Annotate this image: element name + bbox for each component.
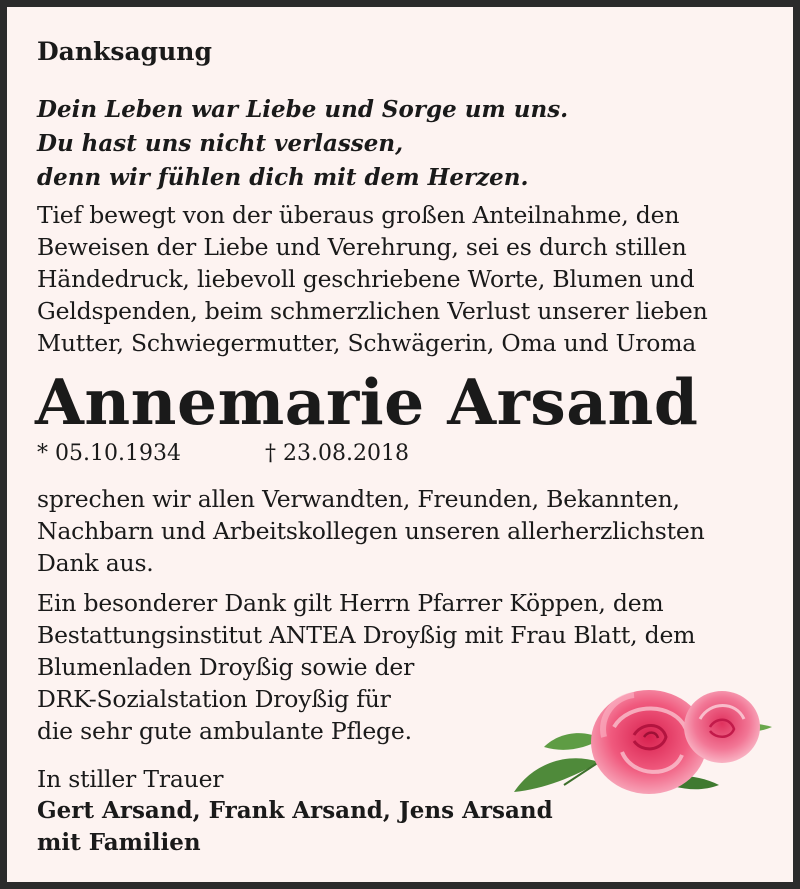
- text-line: Bestattungsinstitut ANTEA Droyßig mit Frau Blatt, dem: [37, 621, 696, 649]
- signer-line: mit Familien: [37, 829, 201, 856]
- text-line: Tief bewegt von der überaus großen Anteilnahme, den: [37, 201, 680, 229]
- text-line: DRK-Sozialstation Droyßig für: [37, 685, 391, 713]
- text-line: Geldspenden, beim schmerzlichen Verlust unserer lieben: [37, 297, 708, 325]
- signers: [37, 795, 553, 859]
- text-line: die sehr gute ambulante Pflege.: [37, 717, 412, 745]
- verse-line: Du hast uns nicht verlassen,: [37, 130, 404, 157]
- intro-text: [37, 199, 708, 359]
- text-line: Ein besonderer Dank gilt Herrn Pfarrer Köppen, dem: [37, 589, 664, 617]
- verse-line: denn wir fühlen dich mit dem Herzen.: [37, 164, 529, 191]
- text-line: Blumenladen Droyßig sowie der: [37, 653, 415, 681]
- text-line: sprechen wir allen Verwandten, Freunden, Bekannten,: [37, 485, 680, 513]
- life-dates: [37, 441, 409, 466]
- verse: [37, 93, 568, 195]
- roses-illustration: [504, 667, 774, 807]
- text-line: Dank aus.: [37, 549, 154, 577]
- verse-line: Dein Leben war Liebe und Sorge um uns.: [37, 96, 569, 123]
- text-line: Mutter, Schwiegermutter, Schwägerin, Oma und Uroma: [37, 329, 697, 357]
- deceased-name: Annemarie Arsand: [35, 365, 699, 439]
- death-date: † 23.08.2018: [265, 441, 409, 466]
- text-line: Beweisen der Liebe und Verehrung, sei es durch stillen: [37, 233, 687, 261]
- signer-line: Gert Arsand, Frank Arsand, Jens Arsand: [37, 797, 553, 824]
- heading: Danksagung: [37, 37, 212, 66]
- birth-date: * 05.10.1934: [37, 441, 181, 466]
- text-line: Nachbarn und Arbeitskollegen unseren allerherzlichsten: [37, 517, 705, 545]
- text-line: Händedruck, liebevoll geschriebene Worte, Blumen und: [37, 265, 695, 293]
- mourning-line: In stiller Trauer: [37, 765, 224, 793]
- obituary-card: [7, 7, 793, 882]
- thanks-text: [37, 483, 705, 579]
